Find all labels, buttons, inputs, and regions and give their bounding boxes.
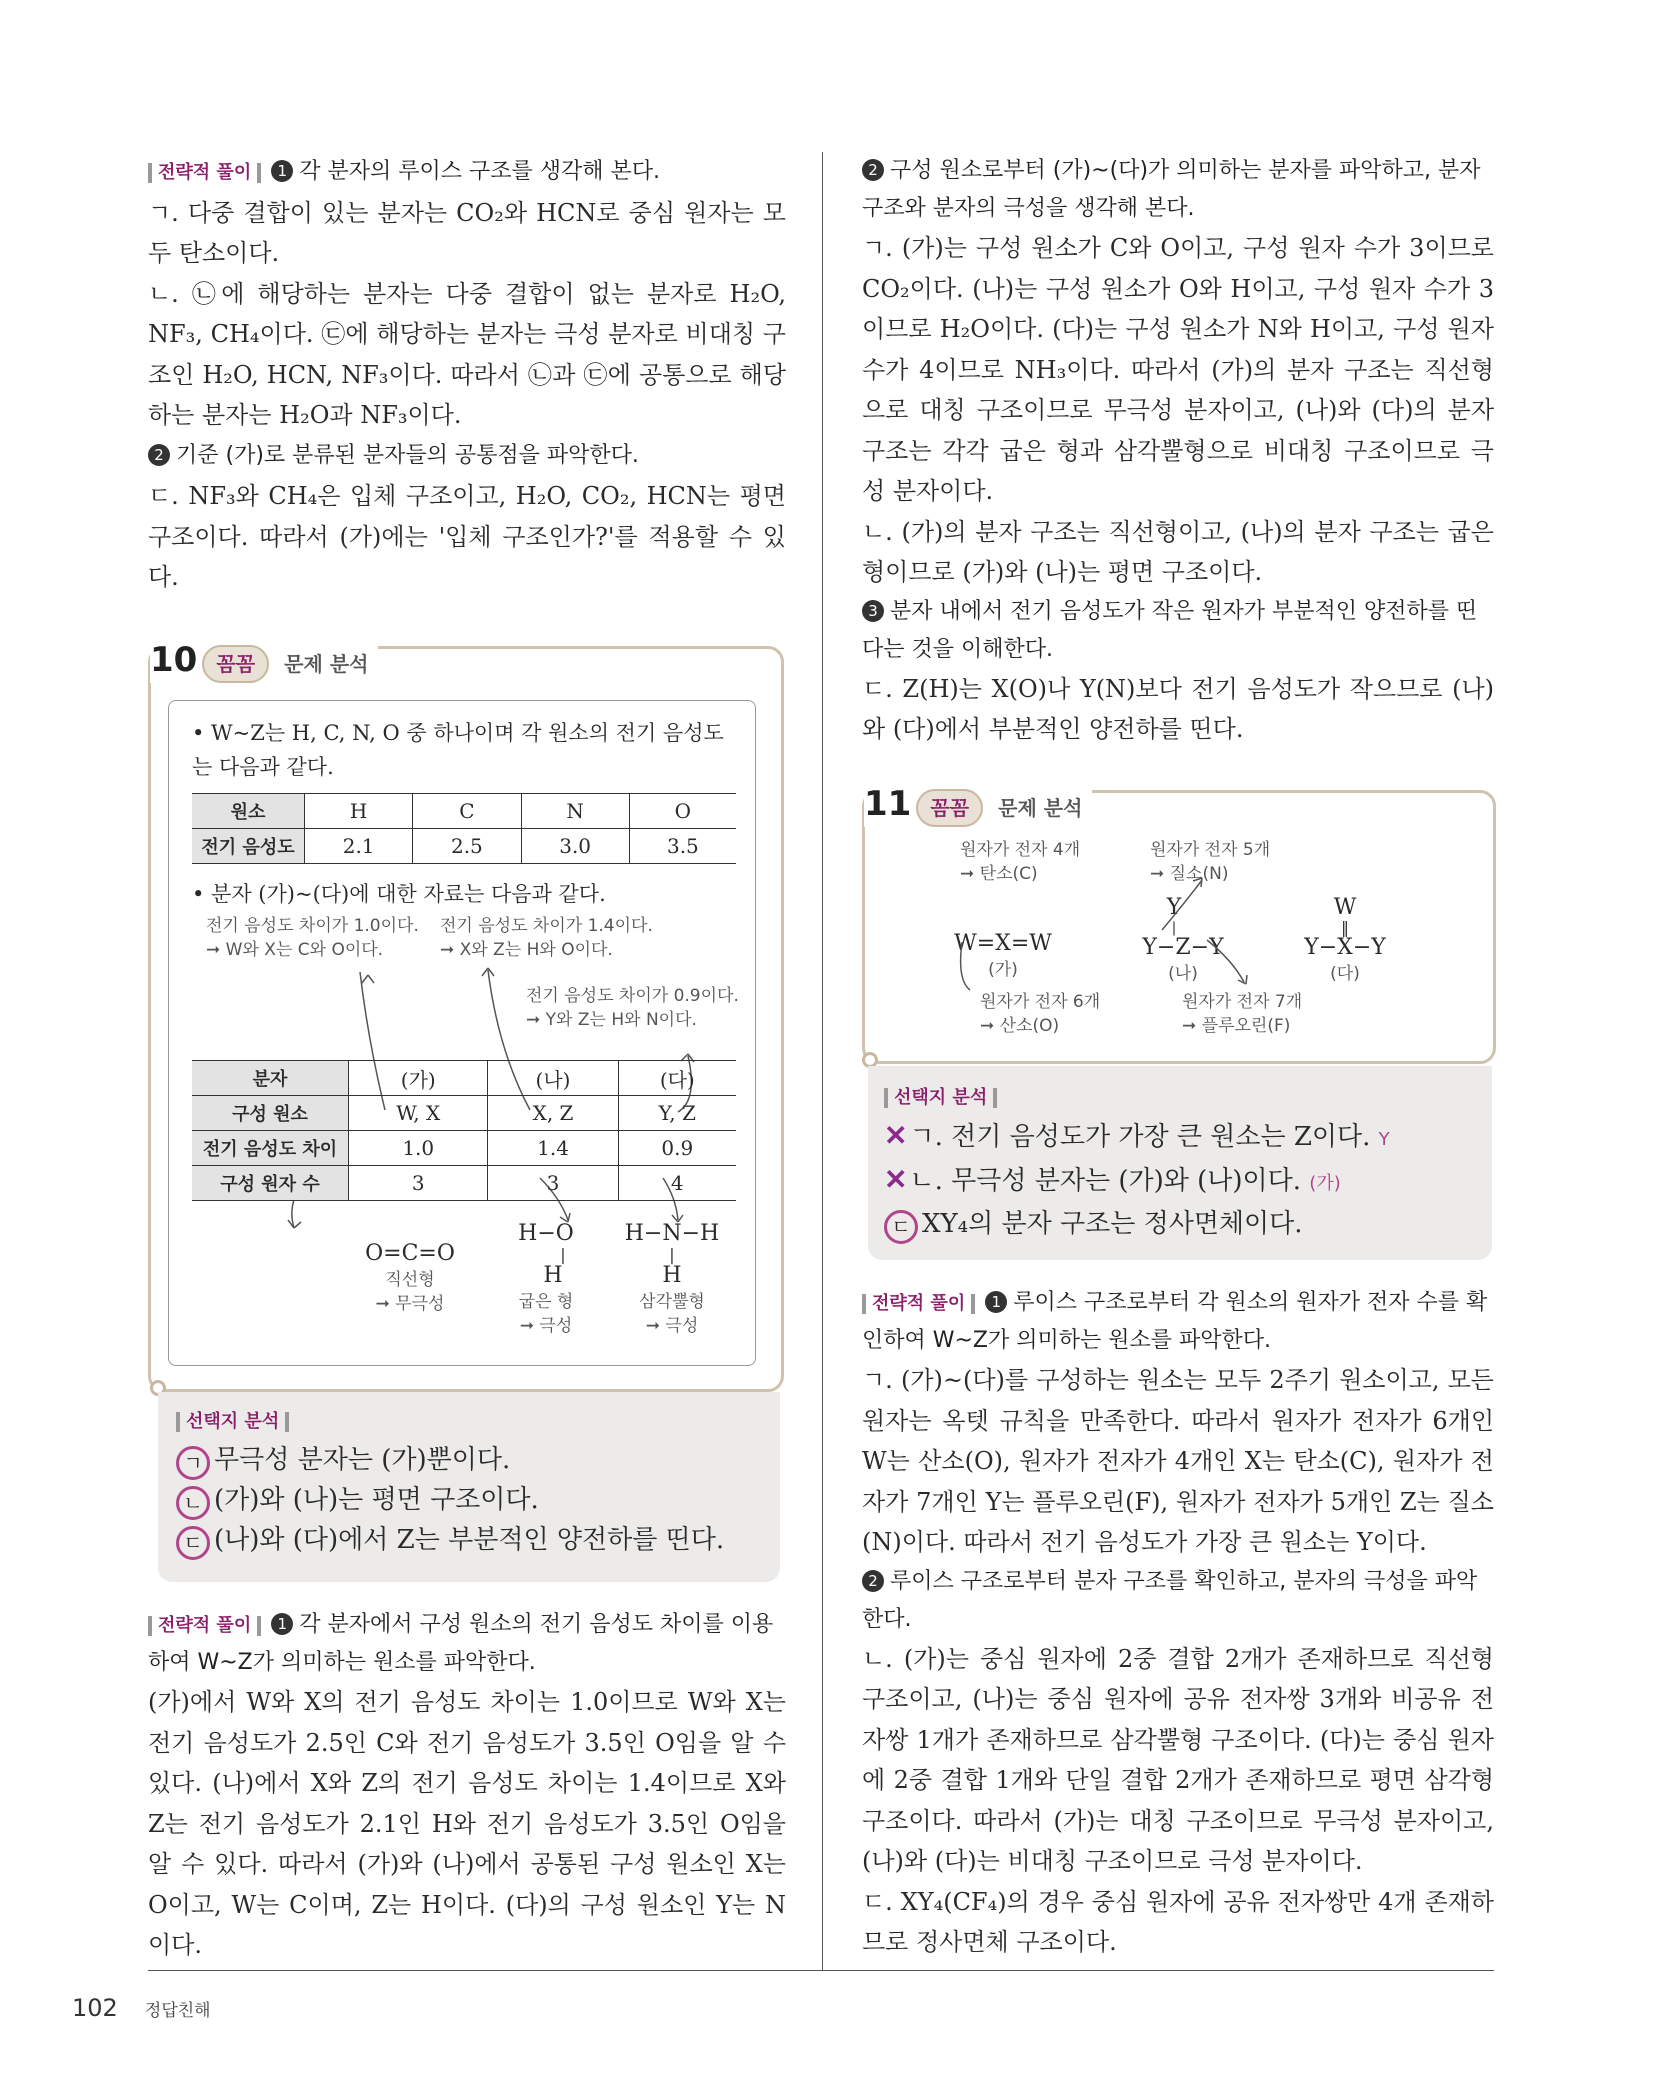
molecule-formula: H xyxy=(662,1263,682,1288)
table-header: O xyxy=(629,794,736,829)
molecule-label: (가) xyxy=(988,960,1018,980)
step-text: 각 분자의 루이스 구조를 생각해 본다. xyxy=(299,159,660,184)
step-text: 루이스 구조로부터 각 원소의 원자가 전자 수를 확인하여 W~Z가 의미하는 원소를 파악한다. xyxy=(862,1290,1488,1353)
footer-rule xyxy=(148,1970,1494,1971)
step-1-icon: 1 xyxy=(271,160,293,182)
table-cell: 0.9 xyxy=(618,1131,736,1166)
molecule-formula: Y xyxy=(1166,895,1182,920)
table-cell: 3.0 xyxy=(521,829,629,864)
paragraph: ㄱ. (가)는 구성 원소가 C와 O이고, 구성 원자 수가 3이므로 CO₂이다. (나)는 구성 원소가 O와 H이고, 구성 원자 수가 3이므로 H₂O이다. (다)는 구성 원소가 N와 H이고, 구성 원자 수가 4이므로 NH₃이다. 따라서 (가)의 분자 구조는 직선형으로 대칭 구조이므로 무극성 분자이고, (나)와 (다)의 분자 구조는 각각 굽은 형과 삼각뿔형으로 비대칭 구조이므로 극성 분자이다. xyxy=(862,234,1494,505)
strategy-tag: 전략적 풀이 xyxy=(148,163,261,183)
choice-analysis-11 xyxy=(884,1088,1390,1244)
note-text: 원자가 전자 7개 xyxy=(1182,992,1303,1012)
molecule-formula: Y−X−Y xyxy=(1304,935,1386,960)
step-line xyxy=(862,152,1494,228)
paragraph: ㄴ. ㉡에 해당하는 분자는 다중 결합이 없는 분자로 H₂O, NF₃, CH₄이다. ㉢에 해당하는 분자는 극성 분자로 비대칭 구조인 H₂O, HCN, NF₃이다. 따라서 ㉡과 ㉢에 공통으로 해당하는 분자는 H₂O과 NF₃이다. xyxy=(148,279,786,429)
bond-line: ‖ xyxy=(1341,918,1349,937)
annotation-text: ➞ W와 X는 C와 O이다. xyxy=(206,940,384,960)
correct-mark-icon: ㄴ xyxy=(176,1486,210,1520)
step-1-icon: 1 xyxy=(271,1613,293,1635)
left-strategy-block xyxy=(148,152,786,598)
molecule-shape: 굽은 형 xyxy=(518,1292,574,1312)
table-cell: 1.0 xyxy=(349,1131,488,1166)
step-text: 각 분자에서 구성 원소의 전기 음성도 차이를 이용하여 W~Z가 의미하는 원소를 파악한다. xyxy=(148,1612,774,1675)
molecule-h2o xyxy=(496,1220,596,1338)
ggm-badge: 꼼꼼 xyxy=(916,789,983,827)
note-text: ➞ 질소(N) xyxy=(1150,864,1229,884)
table-cell: 3 xyxy=(488,1166,618,1201)
step-3-icon: 3 xyxy=(862,600,884,622)
choice-tag: 선택지 분석 xyxy=(884,1088,997,1108)
table-cell: 4 xyxy=(618,1166,736,1201)
choice-text: 무극성 분자는 (가)뿐이다. xyxy=(214,1445,511,1475)
molecule-polarity: ➞ 극성 xyxy=(519,1316,573,1336)
step-text: 분자 내에서 전기 음성도가 작은 원자가 부분적인 양전하를 띤다는 것을 이해한다. xyxy=(862,598,1478,662)
problem-number: 11 xyxy=(864,784,912,824)
molecule-table xyxy=(192,1060,736,1201)
table-cell: 구성 원자 수 xyxy=(192,1166,349,1201)
molecule-formula: Y−Z−Y xyxy=(1142,935,1224,960)
paragraph: ㄱ. (가)~(다)를 구성하는 원소는 모두 2주기 원소이고, 모든 원자는 옥텟 규칙을 만족한다. 따라서 원자가 전자가 6개인 W는 산소(O), 원자가 전자가 4개인 X는 탄소(C), 원자가 전자가 7개인 Y는 플루오린(F), 원자가 전자가 5개인 Z는 질소(N)이다. 따라서 전기 음성도가 가장 큰 원소는 Y이다. xyxy=(862,1366,1494,1556)
note-text: ➞ 플루오린(F) xyxy=(1182,1016,1291,1036)
step-line xyxy=(862,1563,1494,1639)
annotation-text: ➞ Y와 Z는 H와 N이다. xyxy=(526,1010,697,1030)
annotation-text: 전기 음성도 차이가 1.0이다. xyxy=(206,916,419,936)
choice-item xyxy=(884,1160,1390,1204)
annotation-text: 전기 음성도 차이가 1.4이다. xyxy=(440,916,653,936)
choice-item xyxy=(176,1480,724,1520)
correct-mark-icon: ㄷ xyxy=(884,1210,918,1244)
table-header: H xyxy=(305,794,413,829)
strategy-heading xyxy=(148,1606,786,1682)
wrong-mark-icon: ✕ xyxy=(884,1163,908,1196)
correct-mark-icon: ㄱ xyxy=(176,1446,210,1480)
choice-text: ㄴ. 무극성 분자는 (가)와 (나)이다. xyxy=(909,1166,1302,1196)
choice-text: XY₄의 분자 구조는 정사면체이다. xyxy=(922,1209,1303,1239)
molecule-label: (다) xyxy=(1330,964,1360,984)
note-text: ➞ 산소(O) xyxy=(980,1016,1060,1036)
right-strategy xyxy=(862,1284,1494,1963)
arrow-nitrogen xyxy=(1162,880,1202,930)
molecule-polarity: ➞ 극성 xyxy=(645,1316,699,1336)
correction-text: Y xyxy=(1378,1129,1390,1150)
choice-item xyxy=(884,1204,1390,1244)
table-header: (다) xyxy=(618,1061,736,1096)
step-line xyxy=(148,436,786,477)
step-2-icon: 2 xyxy=(862,1570,884,1592)
step-text: 루이스 구조로부터 분자 구조를 확인하고, 분자의 극성을 파악한다. xyxy=(862,1568,1478,1632)
table-header: 분자 xyxy=(192,1061,349,1096)
problem-number: 10 xyxy=(150,640,198,680)
note-text: 원자가 전자 4개 xyxy=(960,840,1081,860)
strategy-heading xyxy=(862,1284,1494,1360)
bond-line: | xyxy=(1171,920,1177,936)
strategy-heading xyxy=(148,152,786,193)
table-cell: Y, Z xyxy=(618,1096,736,1131)
paragraph: ㄷ. XY₄(CF₄)의 경우 중심 원자에 공유 전자쌍만 4개 존재하므로 정사면체 구조이다. xyxy=(862,1887,1494,1956)
strategy-tag: 전략적 풀이 xyxy=(862,1294,975,1314)
paragraph: ㄱ. 다중 결합이 있는 분자는 CO₂와 HCN로 중심 원자는 모두 탄소이다. xyxy=(148,198,786,267)
molecule-shape: 삼각뿔형 xyxy=(639,1292,705,1312)
note-text: 원자가 전자 6개 xyxy=(980,992,1101,1012)
right-continuation xyxy=(862,152,1494,750)
annotation-text: 전기 음성도 차이가 0.9이다. xyxy=(526,986,739,1006)
arrow-fluorine xyxy=(1207,940,1244,982)
choice-text: ㄱ. 전기 음성도가 가장 큰 원소는 Z이다. xyxy=(909,1122,1371,1152)
table-header: (가) xyxy=(349,1061,488,1096)
table-header: N xyxy=(521,794,629,829)
step-2-icon: 2 xyxy=(148,444,170,466)
choice-item xyxy=(884,1116,1390,1160)
footer-title: 정답친해 xyxy=(144,2001,211,2021)
ggm-badge: 꼼꼼 xyxy=(202,645,269,683)
molecule-nh3 xyxy=(612,1220,732,1338)
molecule-formula: H−N−H xyxy=(624,1221,720,1246)
choice-tag: 선택지 분석 xyxy=(176,1412,289,1432)
molecule-co2 xyxy=(350,1240,470,1316)
molecule-polarity: ➞ 무극성 xyxy=(375,1294,445,1314)
analysis-label: 문제 분석 xyxy=(998,796,1083,820)
table-cell: 전기 음성도 차이 xyxy=(192,1131,349,1166)
correct-mark-icon: ㄷ xyxy=(176,1526,210,1560)
strategy-tag: 전략적 풀이 xyxy=(148,1616,261,1636)
paragraph: ㄷ. Z(H)는 X(O)나 Y(N)보다 전기 음성도가 작으므로 (나)와 (다)에서 부분적인 양전하를 띤다. xyxy=(862,674,1494,743)
step-text: 기준 (가)로 분류된 분자들의 공통점을 파악한다. xyxy=(176,442,639,468)
paragraph: (가)에서 W와 X의 전기 음성도 차이는 1.0이므로 W와 X는 전기 음성도가 2.5인 C와 전기 음성도가 3.5인 O임을 알 수 있다. (나)에서 X와 Z의 전기 음성도 차이는 1.4이므로 X와 Z는 전기 음성도가 2.1인 H와 전기 음성도가 3.5인 O임을 알 수 있다. 따라서 (가)와 (나)에서 공통된 구성 원소인 X는 O이고, W는 C이며, Z는 H이다. (다)의 구성 원소인 Y는 N이다. xyxy=(148,1688,786,1959)
page-number: 102 xyxy=(72,1994,118,2022)
molecule-formula: W xyxy=(1333,895,1357,920)
choice-text: (가)와 (나)는 평면 구조이다. xyxy=(214,1485,539,1515)
table-header: C xyxy=(413,794,521,829)
wrong-mark-icon: ✕ xyxy=(884,1119,908,1152)
table-header: (나) xyxy=(488,1061,618,1096)
paragraph: ㄴ. (가)의 분자 구조는 직선형이고, (나)의 분자 구조는 굽은 형이므로 (가)와 (나)는 평면 구조이다. xyxy=(862,517,1494,586)
footer xyxy=(72,1994,211,2022)
table-cell: 2.5 xyxy=(413,829,521,864)
table-cell: 2.1 xyxy=(305,829,413,864)
bond-line: | xyxy=(669,1245,675,1264)
left-strategy-2 xyxy=(148,1606,786,1966)
choice-analysis xyxy=(176,1412,724,1560)
column-divider xyxy=(822,152,823,1970)
step-text: 구성 원소로부터 (가)~(다)가 의미하는 분자를 파악하고, 분자 구조와 분자의 극성을 생각해 본다. xyxy=(862,158,1481,221)
note-text: 원자가 전자 5개 xyxy=(1150,840,1271,860)
correction-text: (가) xyxy=(1309,1173,1341,1194)
choice-text: (나)와 (다)에서 Z는 부분적인 양전하를 띤다. xyxy=(214,1525,725,1555)
note-text: ➞ 탄소(C) xyxy=(960,864,1038,884)
molecule-shape: 직선형 xyxy=(385,1270,435,1290)
problem-11-arrows xyxy=(862,790,1490,1058)
table-cell: W, X xyxy=(349,1096,488,1131)
table-cell: 3.5 xyxy=(629,829,736,864)
molecule-label: (나) xyxy=(1168,964,1198,984)
paragraph: ㄴ. (가)는 중심 원자에 2중 결합 2개가 존재하므로 직선형 구조이고, (나)는 중심 원자에 공유 전자쌍 3개와 비공유 전자쌍 1개가 존재하므로 삼각뿔형 구조이다. (다)는 중심 원자에 2중 결합 1개와 단일 결합 2개가 존재하므로 평면 삼각형 구조이다. 따라서 (가)는 대칭 구조이므로 무극성 분자이고, (나)와 (다)는 비대칭 구조이므로 극성 분자이다. xyxy=(862,1644,1494,1875)
analysis-label: 문제 분석 xyxy=(284,652,369,676)
choice-item xyxy=(176,1440,724,1480)
table-cell: 전기 음성도 xyxy=(192,829,305,864)
step-2-icon: 2 xyxy=(862,159,884,181)
arrow-oxygen xyxy=(961,942,970,990)
molecule-formula: H xyxy=(543,1263,563,1288)
annotation-text: ➞ X와 Z는 H와 O이다. xyxy=(440,940,613,960)
bond-line: | xyxy=(560,1245,566,1264)
step-1-icon: 1 xyxy=(985,1291,1007,1313)
bullet-2: • 분자 (가)~(다)에 대한 자료는 다음과 같다. xyxy=(192,882,606,906)
step-line xyxy=(862,593,1494,669)
table-cell: 1.4 xyxy=(488,1131,618,1166)
table-cell: 3 xyxy=(349,1166,488,1201)
choice-item xyxy=(176,1520,724,1560)
bullet-1: • W~Z는 H, C, N, O 중 하나이며 각 원소의 전기 음성도는 다음과 같다. xyxy=(192,721,724,779)
table-header: 원소 xyxy=(192,794,305,829)
problem-10-header xyxy=(150,640,378,683)
molecule-formula: W=X=W xyxy=(954,931,1052,956)
table-cell: X, Z xyxy=(488,1096,618,1131)
molecule-formula: O=C=O xyxy=(365,1241,455,1266)
molecule-formula: H−O xyxy=(518,1221,574,1246)
table-cell: 구성 원소 xyxy=(192,1096,349,1131)
paragraph: ㄷ. NF₃와 CH₄은 입체 구조이고, H₂O, CO₂, HCN는 평면 구조이다. 따라서 (가)에는 '입체 구조인가?'를 적용할 수 있다. xyxy=(148,482,786,591)
